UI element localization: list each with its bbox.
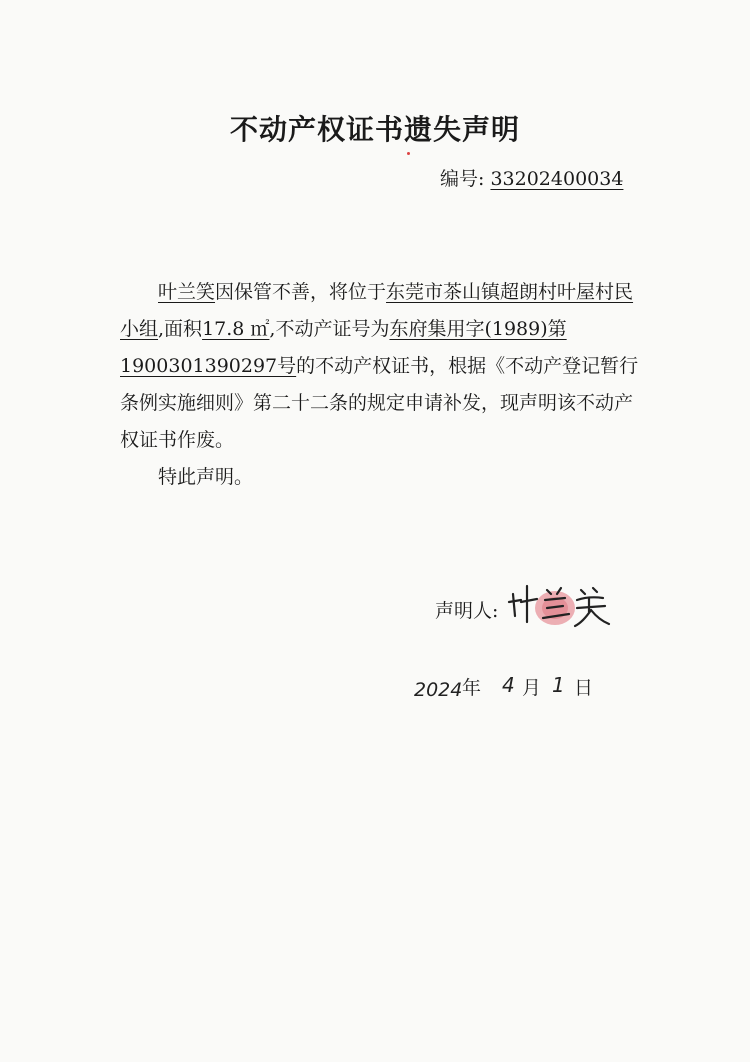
- body-text-2: ,面积: [158, 318, 203, 340]
- closing-statement: 特此声明。: [158, 466, 254, 488]
- property-location: 东莞市茶山镇超朗村叶屋村民小组: [120, 281, 634, 340]
- document-number: [440, 164, 623, 191]
- date-month: 4: [502, 673, 515, 697]
- body-text-3: ,不动产证号为: [269, 318, 390, 340]
- declaration-body: [120, 274, 640, 496]
- declaration-paragraph: [120, 274, 640, 459]
- number-value: 33202400034: [490, 168, 624, 190]
- date-day-unit: 日: [574, 677, 594, 699]
- signature-graphic: [505, 572, 625, 632]
- date-day: 1: [552, 673, 565, 697]
- body-text-4: 的不动产权证书，根据《不动产登记暂行条例实施细则》第二十二条的规定申请补发，现声明该不动产权证书作废。: [120, 355, 639, 451]
- declarer-label: 声明人:: [435, 600, 499, 622]
- handwritten-date: [400, 668, 620, 708]
- signature: [505, 572, 625, 632]
- document-title: 不动产权证书遗失声明: [229, 113, 520, 146]
- owner-name: 叶兰笑: [158, 281, 216, 303]
- number-label: 编号:: [440, 168, 485, 190]
- date-month-unit: 月: [522, 677, 542, 699]
- certificate-number: 东府集用字(1989)第1900301390297号: [120, 318, 567, 377]
- body-text-1: 因保管不善，将位于: [215, 281, 387, 303]
- property-area: 17.8 ㎡: [202, 318, 270, 340]
- red-mark: [407, 152, 410, 155]
- date-year: 2024: [414, 679, 463, 701]
- date-year-unit: 年: [462, 677, 482, 699]
